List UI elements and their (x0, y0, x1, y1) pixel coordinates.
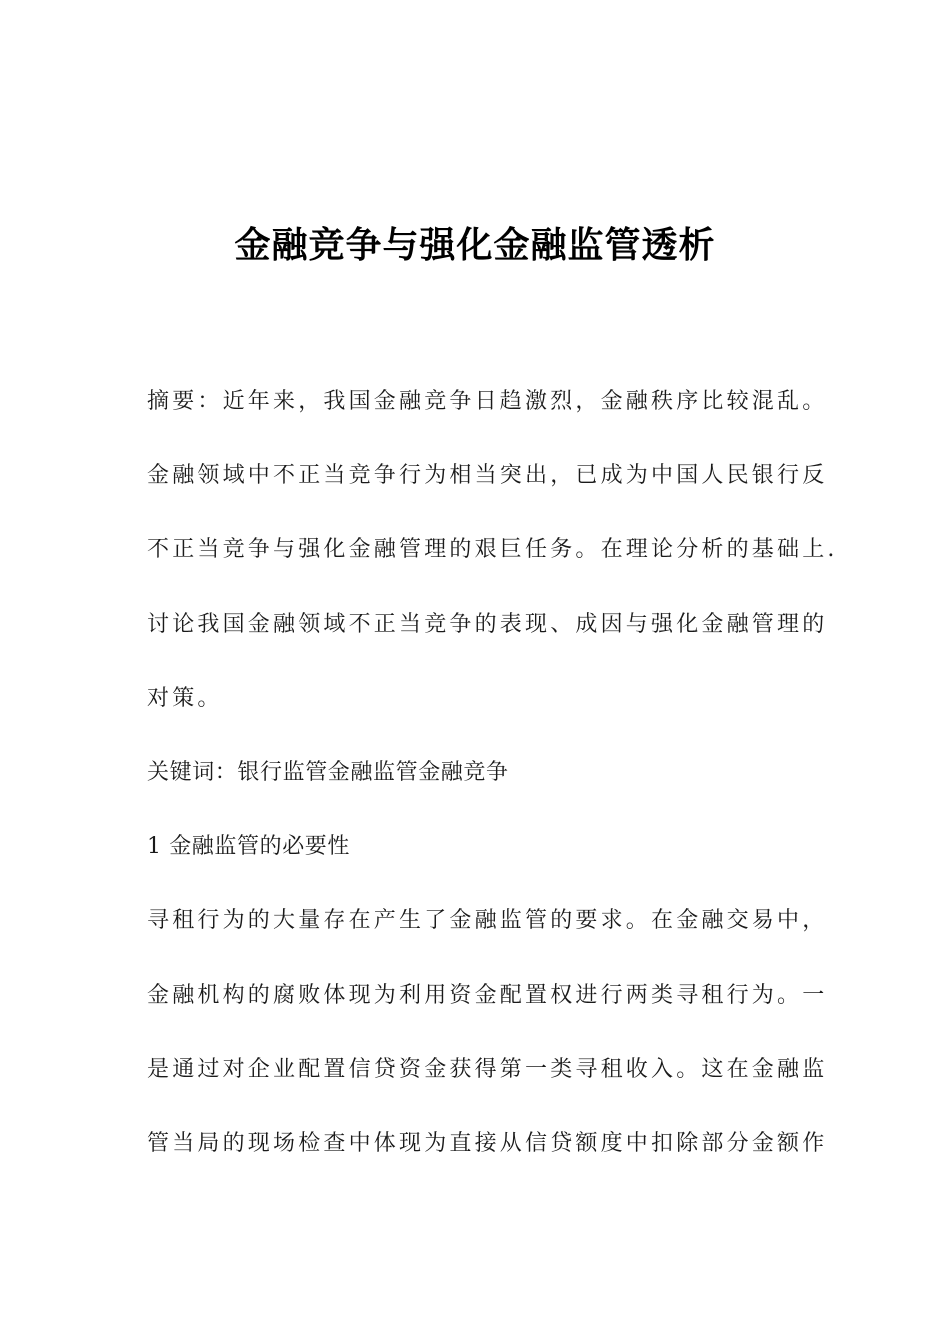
body-line: 管当局的现场检查中体现为直接从信贷额度中扣除部分金额作 (147, 1131, 828, 1156)
section-heading: 1 金融监管的必要性 (147, 834, 350, 859)
abstract-line: 对策。 (147, 686, 223, 711)
abstract-line: 讨论我国金融领域不正当竞争的表现、成因与强化金融管理的 (147, 612, 828, 637)
abstract-line: 摘要：近年来，我国金融竞争日趋激烈，金融秩序比较混乱。 (147, 389, 828, 414)
document-title: 金融竞争与强化金融监管透析 (234, 225, 716, 266)
body-line: 金融机构的腐败体现为利用资金配置权进行两类寻租行为。一 (147, 983, 828, 1008)
abstract-line: 金融领域中不正当竞争行为相当突出，已成为中国人民银行反 (147, 463, 828, 488)
body-line: 是通过对企业配置信贷资金获得第一类寻租收入。这在金融监 (147, 1057, 828, 1082)
keywords-line: 关键词：银行监管金融监管金融竞争 (147, 760, 509, 785)
abstract-line: 不正当竞争与强化金融管理的艰巨任务。在理论分析的基础上. (147, 537, 838, 562)
body-line: 寻租行为的大量存在产生了金融监管的要求。在金融交易中， (147, 908, 828, 933)
